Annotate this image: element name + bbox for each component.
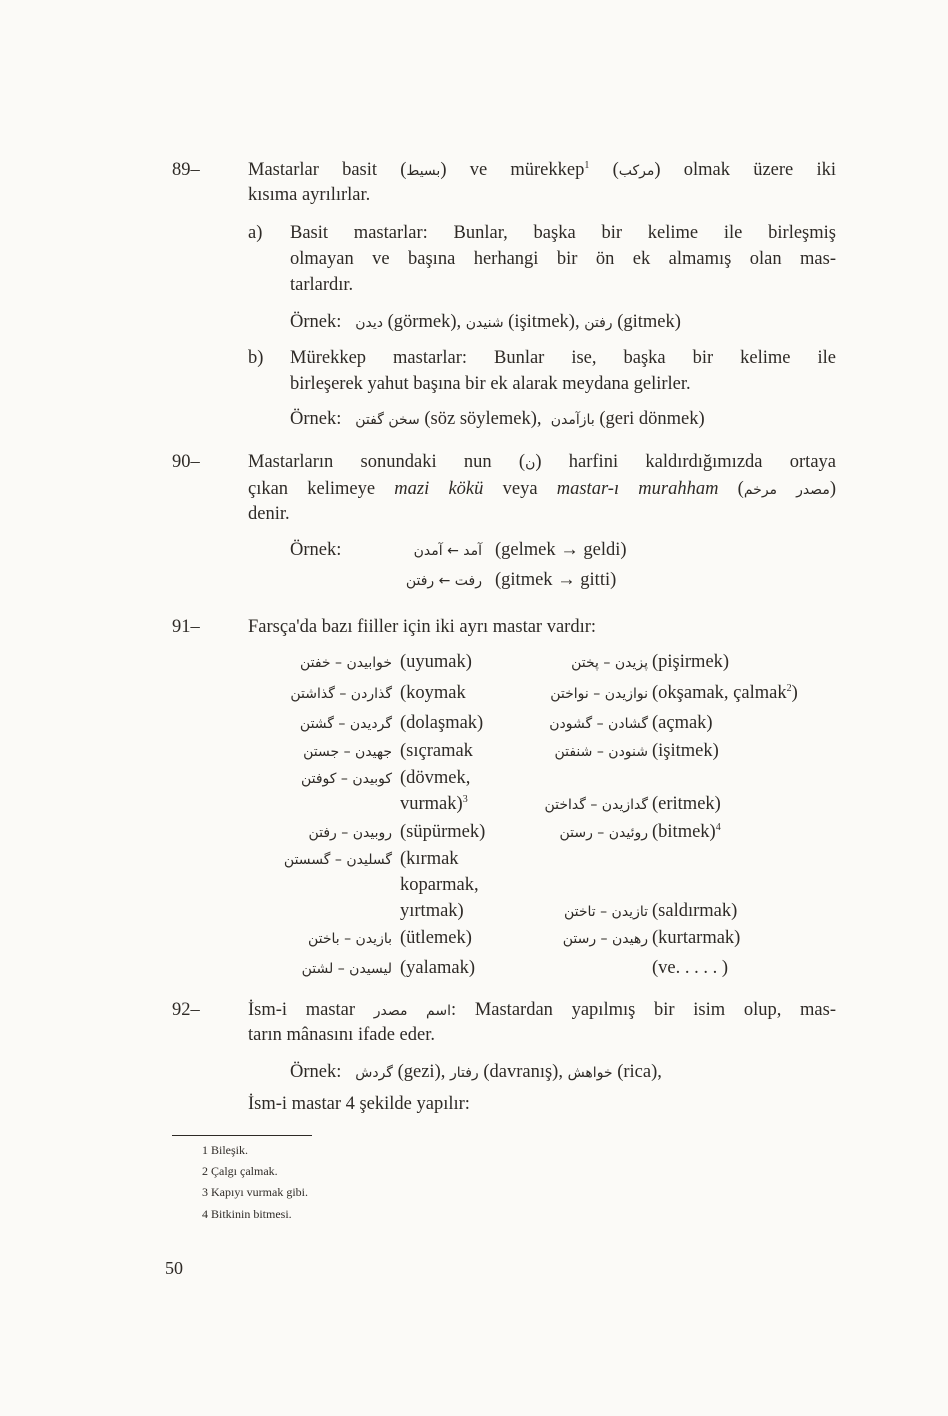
mastar-pair-left-arabic: ليسيدن – لشتن [301,961,392,977]
arabic-term: رفتار [449,1065,479,1081]
item-a-line-2: olmayan ve başına herhangi bir ön ek almamış olan mas- [290,249,836,269]
section-number-91: 91– [172,617,200,637]
mastar-pair-left-meaning: (uyumak) [400,652,472,672]
term-italic: mastar-ı murahham [556,479,719,499]
paragraph-89-line-2: kısıma ayrılırlar. [248,185,371,205]
text: İsm-i mastar [248,1000,374,1020]
footnote-ref: 4 [715,821,721,833]
mastar-pair-left-meaning: (ütlemek) [400,928,472,948]
arabic-term: مركب [618,163,655,179]
mastar-pair-right-arabic: روئيدن – رستن [559,825,648,841]
paragraph-90-line-1 [248,452,836,473]
mastar-pair-right-meaning: (açmak) [652,713,713,733]
mastar-pair-left-arabic: گرديدن – گشتن [299,716,392,732]
mastar-pair-right-arabic: گشادن – گشودن [549,716,648,732]
text: ( [718,479,744,499]
mastar-pair-left-meaning: koparmak, [400,875,479,895]
footnote-ref: 3 [462,793,468,805]
page-number: 50 [165,1258,183,1278]
arabic-term: شنيدن [465,315,504,331]
section-number-90: 90– [172,452,200,472]
paragraph-89-line-1 [248,160,836,181]
mastar-pair-right-meaning: (işitmek) [652,741,719,761]
text: ) [829,479,836,499]
mastar-pair-right-arabic: پزيدن – پختن [571,655,648,671]
mastar-pair-right-meaning: (saldırmak) [652,901,738,921]
arabic-example: آمد ← آمدن [413,543,482,559]
text: ) olmak üzere iki [654,160,836,180]
mastar-pair-right-meaning: (pişirmek) [652,652,730,672]
item-a-line-1: Basit mastarlar: Bunlar, başka bir kelime ile birleşmiş [290,223,836,243]
section-number-92: 92– [172,1000,200,1020]
text: ) ve mürekkep [440,160,585,180]
mastar-pair-left-arabic: كوبيدن – كوفتن [300,771,392,787]
gloss: (gelmek → geldi) [495,540,627,560]
mastar-pair-right-arabic: نوازيدن – نواختن [550,686,648,702]
mastar-pair-right-meaning: (eritmek) [652,794,721,814]
gloss: (gitmek) [617,312,681,332]
text: ( [589,160,619,180]
gloss: (davranış), [483,1062,563,1082]
arabic-term: مصدر مرخم [743,482,830,498]
paragraph-92-line-2: tarın mânasını ifade eder. [248,1025,435,1045]
item-b-line-1: Mürekkep mastarlar: Bunlar ise, başka bir kelime ile [290,348,836,368]
text: Mastarların sonundaki nun ( [248,452,526,472]
mastar-pair-right-arabic: تازيدن – تاختن [563,904,648,920]
footnote-4: 4 Bitkinin bitmesi. [202,1207,292,1221]
mastar-pair-right-arabic: رهيدن – رستن [562,931,648,947]
gloss: (geri dönmek) [599,409,705,429]
example-92 [290,1062,662,1083]
mastar-pair-left-meaning: (koymak [400,683,466,703]
mastar-pair-right-meaning: (ve. . . . . ) [652,958,729,978]
mastar-pair-right-meaning: (kurtarmak) [652,928,741,948]
example-label: Örnek: [290,409,342,429]
mastar-pair-left-meaning: (yalamak) [400,958,475,978]
mastar-pair-left-arabic: گسليدن – گسستن [283,852,392,868]
footnote-ref: 1 [584,159,590,171]
arabic-term: ن [525,455,536,471]
mastar-pair-left-arabic: جهيدن – جستن [303,744,392,760]
mastar-pair-left-arabic: گذاردن – گذاشتن [290,686,392,702]
gloss: (görmek), [387,312,462,332]
text: Mastarlar basit ( [248,160,407,180]
footnote-rule [172,1135,312,1136]
item-label-b: b) [248,348,264,368]
arabic-example: رفت ← رفتن [405,573,482,589]
example-a [290,312,681,333]
item-b-line-2: birleşerek yahut başına bir ek alarak meydana gelirler. [290,374,691,394]
mastar-pair-left-meaning: vurmak)$^3$ [400,793,468,814]
mastar-pair-left-arabic: روبيدن – رفتن [308,825,392,841]
text: çıkan kelimeye [248,479,395,499]
arabic-term: بازآمدن [550,412,595,428]
section-number-89: 89– [172,160,200,180]
example-b [290,409,705,430]
paragraph-92-line-4: İsm-i mastar 4 şekilde yapılır: [248,1094,470,1114]
arabic-term: خواهش [567,1065,613,1081]
paragraph-92-line-1 [248,1000,836,1021]
arabic-term: بسيط [406,163,441,179]
arabic-term: گردش [355,1065,393,1081]
mastar-pair-left-meaning: yırtmak) [400,901,464,921]
paragraph-90-line-3: denir. [248,504,290,524]
mastar-pair-left-meaning: (dövmek, [400,768,471,788]
mastar-pair-right-meaning: (okşamak, çalmak$^2$) [652,682,798,703]
gloss: (söz söylemek), [424,409,542,429]
gloss: (gezi), [397,1062,446,1082]
mastar-pair-right-arabic: شنودن – شنفتن [554,744,648,760]
arabic-term: رفتن [584,315,613,331]
mastar-pair-right-arabic: گدازيدن – گداختن [544,797,648,813]
mastar-pair-left-arabic: خوابيدن – خفتن [299,655,392,671]
text: veya [483,479,557,499]
mastar-pair-left-meaning: (dolaşmak) [400,713,484,733]
footnote-3: 3 Kapıyı vurmak gibi. [202,1185,308,1199]
term-italic: mazi kökü [394,479,484,499]
paragraph-91-intro: Farsça'da bazı fiiller için iki ayrı mastar vardır: [248,617,597,637]
item-a-line-3: tarlardır. [290,275,354,295]
mastar-pair-left-meaning: (kırmak [400,849,459,869]
paragraph-90-line-2 [248,479,836,500]
mastar-pair-left-arabic: بازيدن – باختن [307,931,392,947]
mastar-pair-left-meaning: (süpürmek) [400,822,486,842]
gloss: (gitmek → gitti) [495,570,617,590]
text: ) harfini kaldırdığımızda ortaya [535,452,836,472]
example-label: Örnek: [290,312,342,332]
gloss: (işitmek), [508,312,580,332]
footnote-2: 2 Çalgı çalmak. [202,1164,278,1178]
item-label-a: a) [248,223,263,243]
arabic-term: اسم مصدر [373,1003,451,1019]
example-label: Örnek: [290,1062,342,1082]
mastar-pair-right-meaning: (bitmek)$^4$ [652,821,721,842]
gloss: (rica), [617,1062,662,1082]
text: : Mastardan yapılmış bir isim olup, mas- [450,1000,837,1020]
arabic-term: سخن گفتن [355,412,420,428]
footnote-1: 1 Bileşik. [202,1143,249,1157]
arabic-term: ديدن [355,315,384,331]
mastar-pair-left-meaning: (sıçramak [400,741,473,761]
footnote-ref: 2 [786,682,792,694]
example-label: Örnek: [290,540,342,560]
